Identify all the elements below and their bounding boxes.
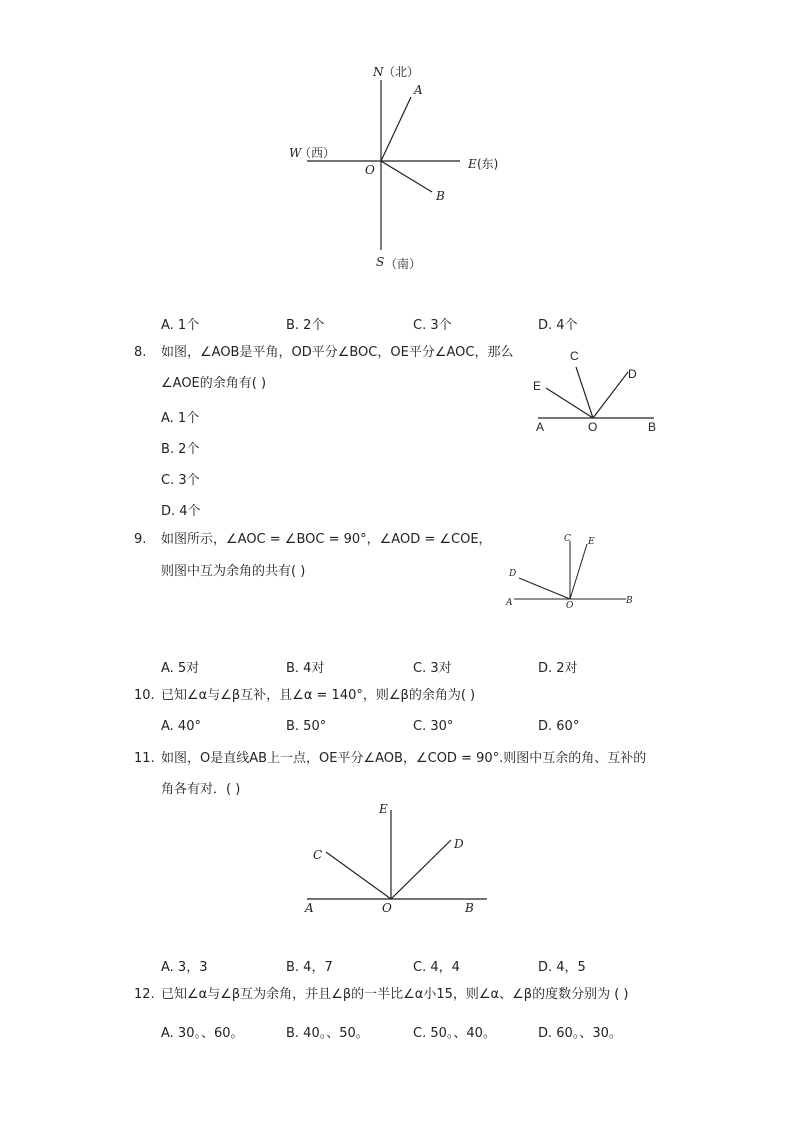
label-n: N: [373, 65, 384, 79]
label-o: O: [382, 901, 392, 915]
q8-option-a[interactable]: A. 1个: [161, 411, 200, 426]
label-c: C: [564, 534, 571, 544]
label-e: E: [468, 157, 477, 171]
q11-option-d[interactable]: D. 4，5: [538, 960, 586, 975]
label-c: C: [313, 848, 323, 862]
q9-figure: [500, 528, 645, 613]
q10-option-c[interactable]: C. 30°: [413, 719, 454, 734]
q9-option-b[interactable]: B. 4对: [286, 661, 325, 676]
q11-option-a[interactable]: A. 3，3: [161, 960, 208, 975]
label-a: A: [506, 598, 513, 608]
label-south-cn: （南）: [385, 257, 422, 271]
q9-stem-line2: 则图中互为余角的共有( ): [161, 564, 306, 579]
label-b: B: [465, 901, 474, 915]
q12-option-d[interactable]: D. 60。、30。: [538, 1026, 622, 1041]
ray-od: [519, 578, 570, 599]
ray-od: [593, 372, 628, 418]
q8-stem-line2: ∠AOE的余角有( ): [161, 376, 267, 391]
label-s: S: [376, 255, 385, 269]
label-e: E: [533, 379, 542, 393]
compass-figure: [0, 0, 794, 300]
label-e: E: [379, 802, 388, 816]
q9-option-a[interactable]: A. 5对: [161, 661, 200, 676]
q12-stem: 已知∠α与∠β互为余角，并且∠β的一半比∠α小15，则∠α、∠β的度数分别为 ( ): [161, 987, 629, 1002]
ray-od: [391, 840, 451, 899]
q11-option-c[interactable]: C. 4，4: [413, 960, 460, 975]
q9-option-d[interactable]: D. 2对: [538, 661, 578, 676]
q10-number: 10.: [134, 688, 155, 703]
label-b: B: [436, 189, 445, 203]
label-d: D: [628, 367, 637, 381]
q10-option-a[interactable]: A. 40°: [161, 719, 201, 734]
q8-number: 8.: [134, 345, 147, 360]
label-b: B: [648, 420, 657, 434]
q11-option-b[interactable]: B. 4，7: [286, 960, 333, 975]
q8-stem-line1: 如图，∠AOB是平角，OD平分∠BOC，OE平分∠AOC，那么: [161, 345, 514, 360]
label-c: C: [570, 349, 579, 363]
label-a: A: [536, 420, 545, 434]
label-d: D: [454, 837, 464, 851]
q7-option-b[interactable]: B. 2个: [286, 318, 325, 333]
q12-option-c[interactable]: C. 50。、40。: [413, 1026, 496, 1041]
q8-option-b[interactable]: B. 2个: [161, 442, 200, 457]
q9-number: 9.: [134, 532, 147, 547]
q11-stem-line1: 如图，O是直线AB上一点，OE平分∠AOB，∠COD = 90°.则图中互余的角、互补的: [161, 751, 647, 766]
q12-option-b[interactable]: B. 40。、50。: [286, 1026, 369, 1041]
q11-stem-line2: 角各有对．( ): [161, 782, 241, 797]
label-o: O: [365, 163, 375, 177]
q10-stem: 已知∠α与∠β互补，且∠α = 140°，则∠β的余角为( ): [161, 688, 476, 703]
q7-option-d[interactable]: D. 4个: [538, 318, 578, 333]
q10-option-d[interactable]: D. 60°: [538, 719, 580, 734]
label-a: A: [305, 901, 314, 915]
label-a: A: [414, 83, 423, 97]
label-b: B: [626, 596, 633, 606]
label-o: O: [588, 420, 598, 434]
label-e: E: [588, 537, 595, 547]
q9-option-c[interactable]: C. 3对: [413, 661, 452, 676]
label-d: D: [509, 569, 517, 579]
q8-figure: [520, 345, 670, 440]
label-east-cn: (东): [477, 157, 499, 171]
q12-option-a[interactable]: A. 30。、60。: [161, 1026, 244, 1041]
ray-oa: [381, 97, 411, 161]
q9-stem-line1: 如图所示，∠AOC = ∠BOC = 90°，∠AOD = ∠COE，: [161, 532, 492, 547]
q8-option-c[interactable]: C. 3个: [161, 473, 200, 488]
label-west-cn: （西）: [299, 146, 336, 160]
q8-option-d[interactable]: D. 4个: [161, 504, 201, 519]
label-o: O: [566, 601, 574, 611]
ray-oc: [326, 852, 391, 899]
ray-oc: [576, 367, 593, 418]
ray-ob: [381, 161, 432, 192]
label-w: W: [289, 146, 302, 160]
q11-number: 11.: [134, 751, 155, 766]
q10-option-b[interactable]: B. 50°: [286, 719, 327, 734]
q7-option-a[interactable]: A. 1个: [161, 318, 200, 333]
ray-oe: [546, 388, 593, 418]
label-north-cn: （北）: [383, 65, 420, 79]
q11-figure: [295, 800, 495, 920]
q7-option-c[interactable]: C. 3个: [413, 318, 452, 333]
ray-oe: [570, 544, 587, 599]
q12-number: 12.: [134, 987, 155, 1002]
